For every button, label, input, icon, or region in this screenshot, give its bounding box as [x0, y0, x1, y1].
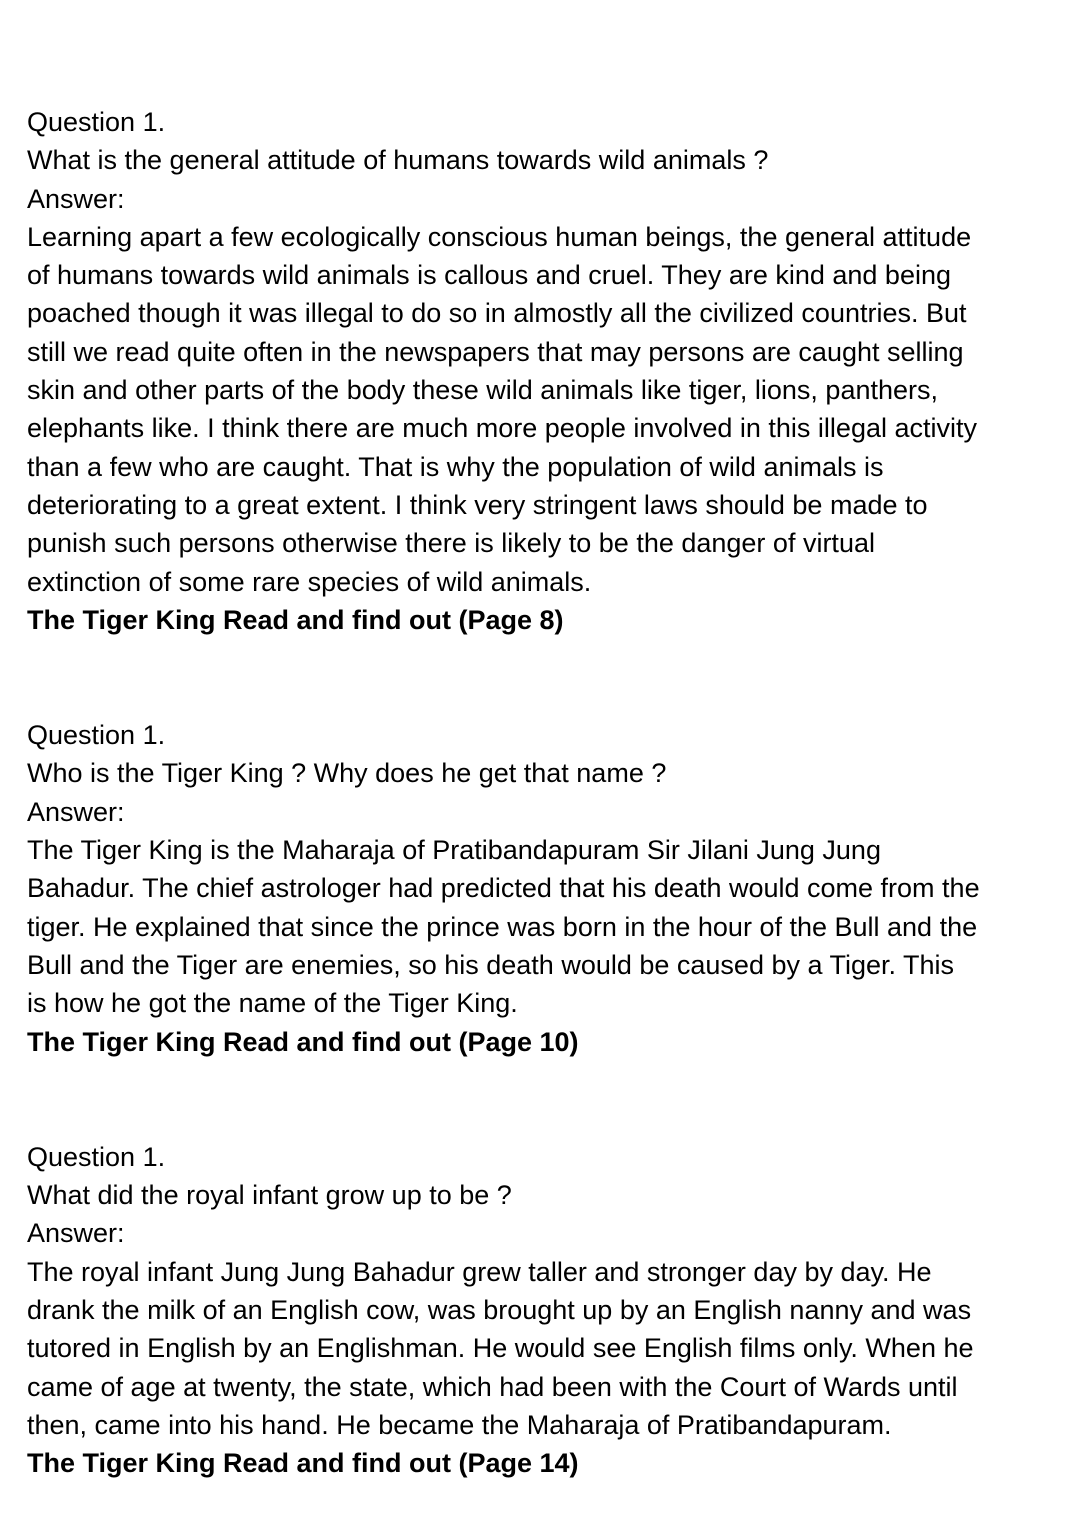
answer-line: tiger. He explained that since the prince was born in the hour of the Bull and the: [27, 911, 978, 942]
answer-line: than a few who are caught. That is why the population of wild animals is: [27, 451, 884, 482]
answer-line: then, came into his hand. He became the Maharaja of Pratibandapuram.: [27, 1409, 892, 1440]
answer-line: is how he got the name of the Tiger King.: [27, 988, 518, 1019]
answer-line: elephants like. I think there are much more people involved in this illegal activity: [27, 413, 977, 444]
question-label: Question 1.: [27, 1141, 166, 1172]
answer-line: skin and other parts of the body these wild animals like tiger, lions, panthers,: [27, 375, 938, 406]
section-spacer: [27, 639, 1067, 716]
question-text: What is the general attitude of humans towards wild animals ?: [27, 145, 769, 176]
qa-section-3: [27, 1138, 1067, 1483]
answer-line: Bull and the Tiger are enemies, so his death would be caused by a Tiger. This: [27, 949, 955, 980]
question-text: What did the royal infant grow up to be ?: [27, 1180, 512, 1211]
question-text: Who is the Tiger King ? Why does he get that name ?: [27, 758, 667, 789]
answer-line: Bahadur. The chief astrologer had predicted that his death would come from the: [27, 873, 980, 904]
answer-line: came of age at twenty, the state, which had been with the Court of Wards until: [27, 1371, 958, 1402]
answer-text: [27, 1253, 1067, 1444]
answer-label: Answer:: [27, 796, 125, 827]
answer-line: poached though it was illegal to do so in almostly all the civilized countries. But: [27, 298, 967, 329]
answer-line: deteriorating to a great extent. I think very stringent laws should be made to: [27, 489, 928, 520]
answer-label: Answer:: [27, 1218, 125, 1249]
answer-line: punish such persons otherwise there is likely to be the danger of virtual: [27, 528, 875, 559]
qa-section-2: [27, 716, 1067, 1061]
answer-line: Learning apart a few ecologically conscious human beings, the general attitude: [27, 221, 972, 252]
document-page: [27, 103, 1067, 1483]
answer-text: [27, 218, 1067, 601]
answer-line: still we read quite often in the newspapers that may persons are caught selling: [27, 336, 964, 367]
answer-line: The Tiger King is the Maharaja of Pratibandapuram Sir Jilani Jung Jung: [27, 835, 881, 866]
section-heading: The Tiger King Read and find out (Page 8): [27, 604, 564, 635]
section-spacer: [27, 1061, 1067, 1138]
answer-line: extinction of some rare species of wild animals.: [27, 566, 592, 597]
answer-text: [27, 831, 1067, 1022]
answer-line: tutored in English by an Englishman. He would see English films only. When he: [27, 1333, 974, 1364]
answer-line: of humans towards wild animals is callous and cruel. They are kind and being: [27, 260, 951, 291]
question-label: Question 1.: [27, 720, 166, 751]
section-heading: The Tiger King Read and find out (Page 10): [27, 1026, 579, 1057]
answer-line: drank the milk of an English cow, was brought up by an English nanny and was: [27, 1295, 972, 1326]
question-label: Question 1.: [27, 107, 166, 137]
answer-line: The royal infant Jung Jung Bahadur grew taller and stronger day by day. He: [27, 1256, 932, 1287]
answer-label: Answer:: [27, 183, 125, 214]
section-heading: The Tiger King Read and find out (Page 14): [27, 1448, 579, 1479]
qa-section-1: [27, 103, 1067, 639]
